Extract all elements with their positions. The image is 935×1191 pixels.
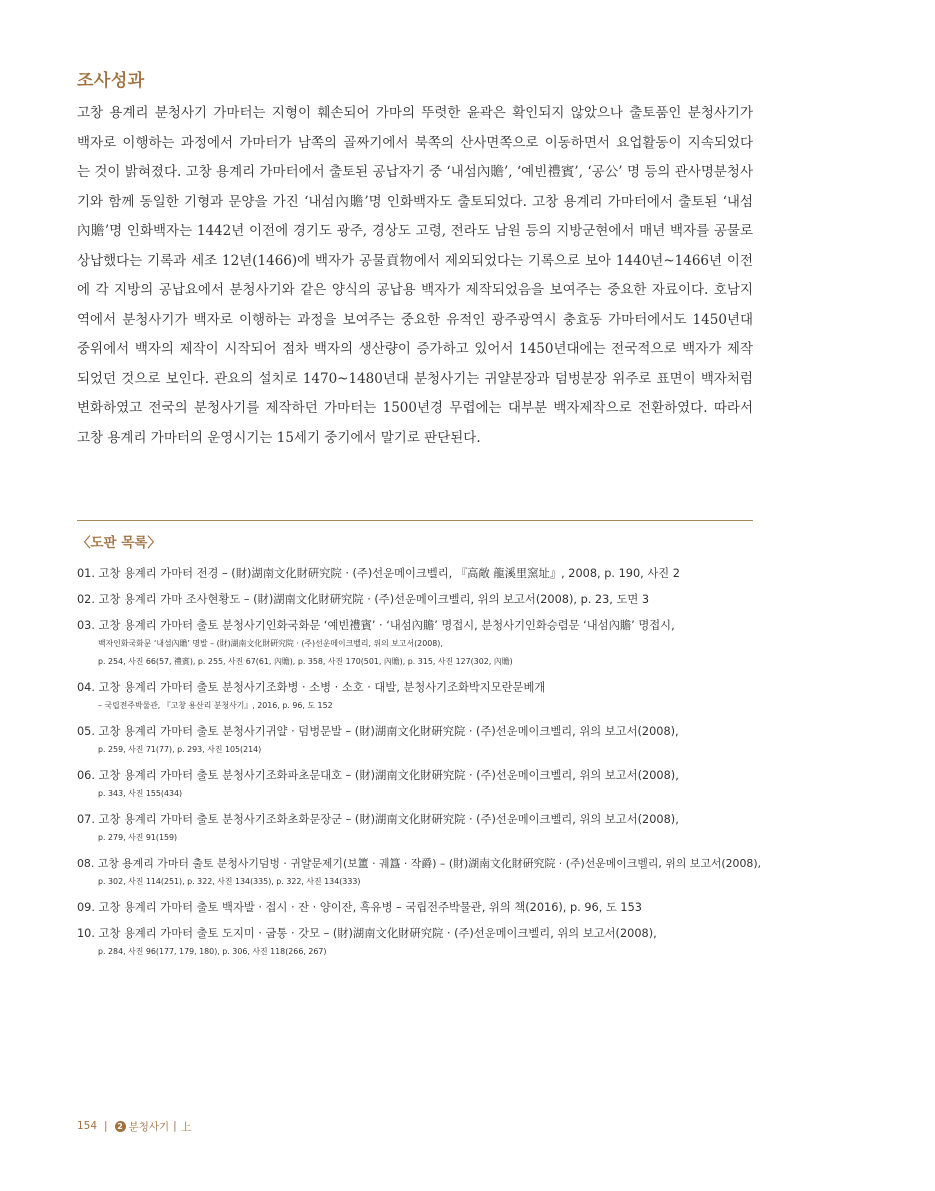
plate-entry-line: p. 284, 사진 96(177, 179, 180), p. 306, 사진 118(266, 267): [98, 947, 327, 956]
plate-entry: [77, 855, 767, 891]
plate-entry-line: p. 259, 사진 71(77), p. 293, 사진 105(214): [98, 745, 262, 754]
plate-entry-line: 09. 고창 용계리 가마터 출토 백자발 · 접시 · 잔 · 양이잔, 흑유병 – 국립전주박물관, 위의 책(2016), p. 96, 도 153: [77, 901, 642, 914]
body-line: 고창 용계리 분청사기 가마터는 지형이 훼손되어 가마의 뚜렷한 윤곽은 확인되지 않았으나 출토품인 분청사기가: [77, 105, 753, 121]
plate-entry-line: – 국립전주박물관, 『고창 용산리 분청사기』, 2016, p. 96, 도 152: [98, 701, 333, 710]
body-line: 상납했다는 기록과 세조 12년(1466)에 백자가 공물貢物에서 제외되었다는 기록으로 보아 1440년~1466년 이전: [77, 252, 753, 269]
page-number: 154: [77, 1120, 98, 1132]
body-line: 고창 용계리 가마터의 운영시기는 15세기 중기에서 말기로 판단된다.: [77, 429, 481, 446]
plate-entry-line: 백자인화국화문 ‘내섬內贍’ 명발 – (財)湖南文化財硏究院 · (주)선운메이크벨리, 위의 보고서(2008),: [98, 639, 443, 648]
body-line: 기와 함께 동일한 기형과 문양을 가진 ‘내섬內贍’명 인화백자도 출토되었다. 고창 용계리 가마터에서 출토된 ‘내섬: [77, 193, 753, 210]
plate-entry-line: 01. 고창 용계리 가마터 전경 – (財)湖南文化財硏究院 · (주)선운메이크벨리, 『高敞 龍溪里窯址』, 2008, p. 190, 사진 2: [77, 567, 680, 580]
volume-label: 上: [180, 1120, 192, 1133]
body-line: 역에서 분청사기가 백자로 이행하는 과정을 보여주는 중요한 유적인 광주광역시 충효동 가마터에서도 1450년대: [77, 311, 753, 328]
plate-entry: [77, 723, 767, 759]
plate-entry: [77, 679, 767, 715]
plate-entry: [77, 925, 767, 961]
plate-entry-line: 08. 고창 용계리 가마터 출토 분청사기덤벙 · 귀얄문제기(보簠 · 궤簋 · 작爵) – (財)湖南文化財硏究院 · (주)선운메이크벨리, 위의 보고서(2008),: [77, 857, 762, 870]
plates-list: [77, 565, 767, 969]
plate-entry: [77, 591, 767, 609]
plate-entry: [77, 811, 767, 847]
body-line: 內贍’명 인화백자는 1442년 이전에 경기도 광주, 경상도 고령, 전라도 남원 등의 지방군현에서 매년 백자를 공물로: [77, 223, 753, 239]
page-footer: [77, 1118, 191, 1134]
plate-entry: [77, 899, 767, 917]
plate-entry-line: p. 302, 사진 114(251), p. 322, 사진 134(335), p. 322, 사진 134(333): [98, 877, 361, 886]
plate-entry-line: p. 279, 사진 91(159): [98, 833, 178, 842]
plate-entry-line: 03. 고창 용계리 가마터 출토 분청사기인화국화문 ‘예빈禮賓’ · ‘내섬內贍’ 명접시, 분청사기인화승렴문 ‘내섬內贍’ 명접시,: [77, 619, 675, 632]
plate-entry-line: p. 343, 사진 155(434): [98, 789, 183, 798]
body-line: 는 것이 밝혀졌다. 고창 용계리 가마터에서 출토된 공납자기 중 ‘내섬內贍’, ‘예빈禮賓’, ‘공公’ 명 등의 관사명분청사: [77, 164, 753, 180]
body-line: 되었던 것으로 보인다. 관요의 설치로 1470~1480년대 분청사기는 귀얄분장과 덤벙분장 위주로 표면이 백자처럼: [77, 370, 753, 387]
plate-entry-line: 07. 고창 용계리 가마터 출토 분청사기조화초화문장군 – (財)湖南文化財硏究院 · (주)선운메이크벨리, 위의 보고서(2008),: [77, 813, 679, 826]
plate-entry-line: 05. 고창 용계리 가마터 출토 분청사기귀얄 · 덤벙문발 – (財)湖南文化財硏究院 · (주)선운메이크벨리, 위의 보고서(2008),: [77, 725, 679, 738]
body-line: 백자로 이행하는 과정에서 가마터가 남쪽의 골짜기에서 북쪽의 산사면쪽으로 이동하면서 요업활동이 지속되었다: [77, 134, 753, 151]
plate-entry-line: 04. 고창 용계리 가마터 출토 분청사기조화병 · 소병 · 소호 · 대발, 분청사기조화박지모란문베개: [77, 681, 546, 694]
footer-separator-2: |: [173, 1120, 177, 1132]
plate-entry: [77, 565, 767, 583]
section-heading: 조사성과: [77, 71, 145, 91]
plate-entry-line: 06. 고창 용계리 가마터 출토 분청사기조화파초문대호 – (財)湖南文化財硏究院 · (주)선운메이크벨리, 위의 보고서(2008),: [77, 769, 679, 782]
book-title: 분청사기: [128, 1120, 170, 1133]
body-line: 변화하였고 전국의 분청사기를 제작하던 가마터는 1500년경 무렵에는 대부분 백자제작으로 전환하였다. 따라서: [77, 400, 753, 416]
plates-heading: 〈도판 목록〉: [77, 535, 161, 551]
plate-entry: [77, 617, 767, 671]
volume-number-icon: 2: [115, 1121, 126, 1132]
body-paragraph: [77, 99, 753, 453]
plate-entry-line: p. 254, 사진 66(57, 禮賓), p. 255, 사진 67(61, 內贍), p. 358, 사진 170(501, 內贍), p. 315, 사진 127(302, 內贍): [98, 657, 513, 666]
section-divider: [77, 520, 753, 521]
body-line: 중위에서 백자의 제작이 시작되어 점차 백자의 생산량이 증가하고 있어서 1450년대에는 전국적으로 백자가 제작: [77, 341, 753, 357]
plate-entry-line: 10. 고창 용계리 가마터 출토 도지미 · 굽통 · 갓모 – (財)湖南文化財硏究院 · (주)선운메이크벨리, 위의 보고서(2008),: [77, 927, 657, 940]
footer-separator: |: [104, 1120, 108, 1132]
plate-entry-line: 02. 고창 용계리 가마 조사현황도 – (財)湖南文化財硏究院 · (주)선운메이크벨리, 위의 보고서(2008), p. 23, 도면 3: [77, 593, 650, 606]
body-line: 에 각 지방의 공납요에서 분청사기와 같은 양식의 공납용 백자가 제작되었음을 보여주는 중요한 자료이다. 호남지: [77, 282, 753, 298]
plate-entry: [77, 767, 767, 803]
